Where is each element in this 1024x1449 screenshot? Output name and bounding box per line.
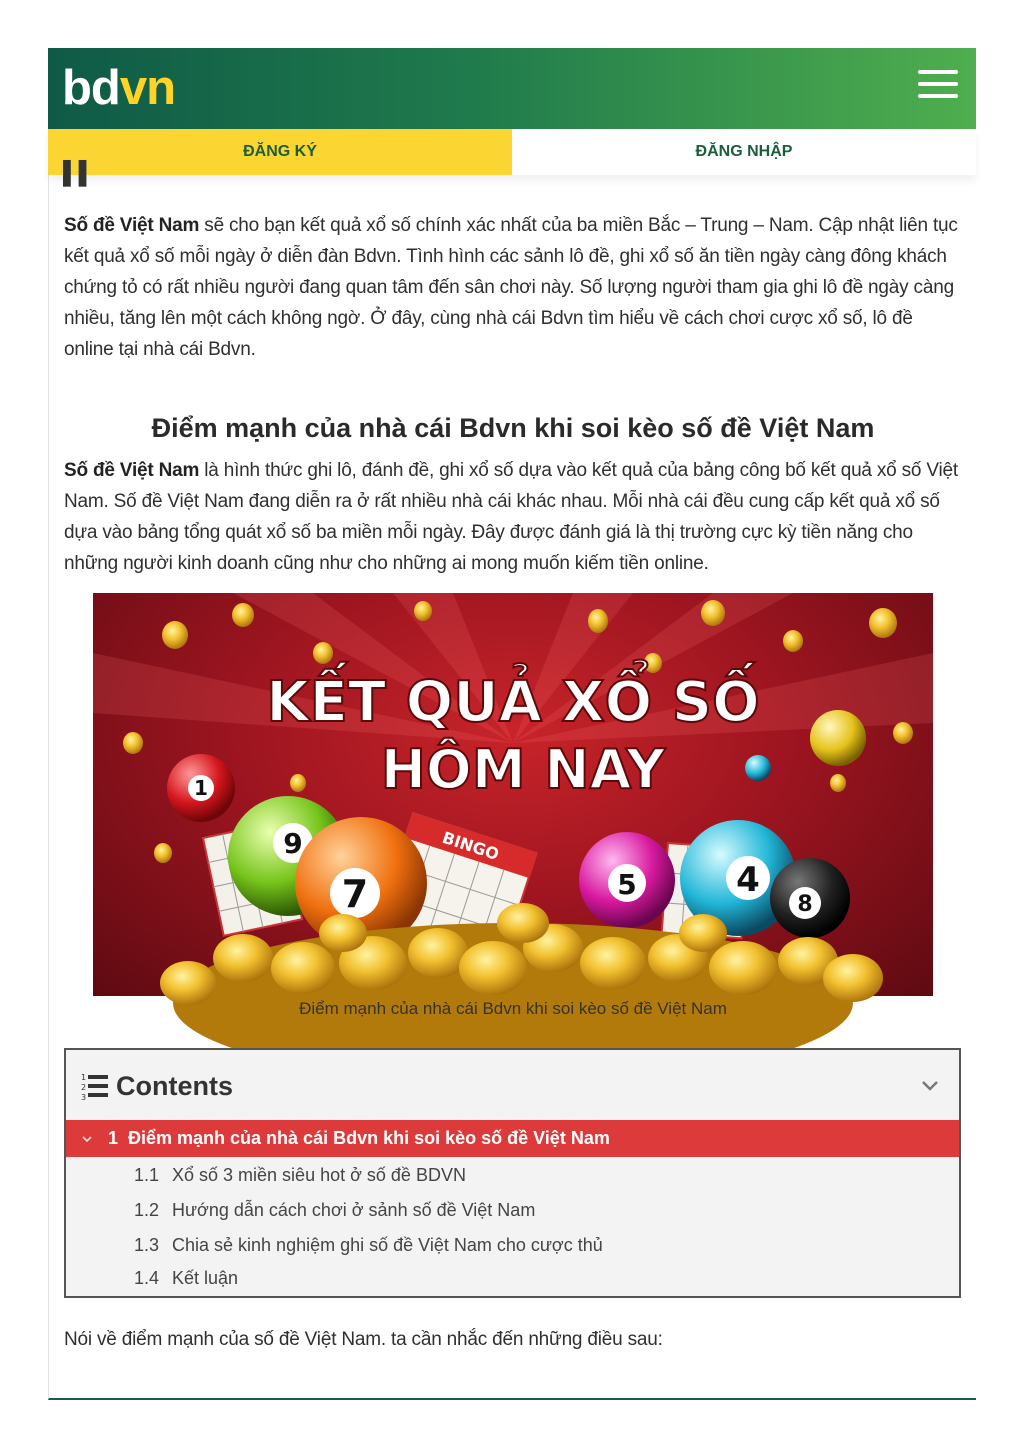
toc-item-number: 1.4 [134,1268,160,1288]
outro-paragraph-block [64,1324,962,1355]
numbered-list-icon [80,1071,110,1101]
section-paragraph [64,455,962,579]
hero-title-line-2: HÔM NAY [380,738,666,801]
hero-illustration [93,593,933,996]
ball-number-3: 7 [341,872,369,916]
table-of-contents [64,1048,961,1298]
hero-title-line-1: KẾT QUẢ XỔ SỐ [266,670,760,735]
toc-item[interactable] [134,1233,603,1257]
svg-text:2: 2 [81,1083,87,1092]
toc-title: Contents [116,1070,233,1101]
hero-image [93,593,933,996]
ball-number-6: 8 [797,892,813,917]
section-text: là hình thức ghi lô, đánh đề, ghi xổ số dựa vào kết quả của bảng công bố kết quả xổ số Việt Nam. Số đề Việt Nam đang diễn ra ở rất nhiều nhà cái khác nhau. Mỗi nhà cái đều cung cấp kết quả xổ số dựa vào bảng tổng quát xổ số ba miền mỗi ngày. Đây được đánh giá là thị trường cực kỳ tiền năng cho những người kinh doanh cũng như cho những ai mong muốn kiếm tiền online. [64,460,958,574]
hamburger-icon[interactable] [918,68,958,100]
ball-number-1: 1 [194,776,208,800]
bingo-card-label: BINGO [439,827,502,864]
chevron-down-icon[interactable] [921,1076,939,1094]
intro-paragraph [64,210,962,365]
auth-bar [48,129,976,175]
toc-item-number: 1 [108,1128,119,1148]
outro-paragraph: Nói về điểm mạnh của số đề Việt Nam. ta cần nhắc đến những điều sau: [64,1329,663,1350]
clipped-text-fragment: ▌▌ [63,160,95,185]
toc-item-number: 1.3 [134,1235,160,1255]
ball-number-5: 4 [736,860,760,900]
intro-text: sẽ cho bạn kết quả xổ số chính xác nhất của ba miền Bắc – Trung – Nam. Cập nhật liên tục kết quả xổ số mỗi ngày ở diễn đàn Bdvn. Tình hình các sảnh lô đề, ghi xổ số ăn tiền ngày càng đông khách chứng tỏ có rất nhiều người đang quan tâm đến sân chơi này. Số lượng người tham gia ghi lô đề ngày càng nhiều, tăng lên một cách không ngờ. Ở đây, cùng nhà cái Bdvn tìm hiểu về cách chơi cược xổ số, lô đề online tại nhà cái Bdvn. [64,215,958,360]
register-button[interactable]: ĐĂNG KÝ [48,129,512,175]
logo-part-2: vn [119,61,176,115]
toc-item[interactable] [134,1266,238,1290]
site-header [48,48,976,129]
chevron-down-icon [80,1132,94,1146]
svg-text:1: 1 [81,1073,87,1082]
toc-item[interactable] [134,1163,466,1187]
hero-caption: Điểm mạnh của nhà cái Bdvn khi soi kèo số đề Việt Nam [299,999,727,1018]
toc-item-label: Kết luận [172,1268,239,1288]
login-button[interactable]: ĐĂNG NHẬP [512,129,976,175]
toc-item-label: Chia sẻ kinh nghiệm ghi số đề Việt Nam cho cược thủ [172,1235,603,1255]
toc-item-active[interactable] [66,1120,959,1157]
section-bold: Số đề Việt Nam [64,460,200,481]
toc-header[interactable] [80,1068,233,1104]
toc-item[interactable] [134,1198,535,1222]
section-heading: Điểm mạnh của nhà cái Bdvn khi soi kèo số đề Việt Nam [151,413,875,443]
toc-item-label: Xổ số 3 miền siêu hot ở số đề BDVN [172,1165,466,1185]
toc-item-number: 1.1 [134,1165,160,1185]
toc-item-label: Điểm mạnh của nhà cái Bdvn khi soi kèo số đề Việt Nam [128,1128,610,1148]
logo-part-1: bd [62,61,120,115]
intro-bold: Số đề Việt Nam [64,215,200,236]
site-logo[interactable] [62,60,175,116]
toc-item-label: Hướng dẫn cách chơi ở sảnh số đề Việt Nam [172,1200,536,1220]
section-paragraph-block [64,455,962,579]
toc-item-number: 1.2 [134,1200,160,1220]
ball-number-2: 9 [283,827,303,860]
intro-paragraph-block [64,210,962,365]
ball-number-4: 5 [617,868,637,901]
svg-text:3: 3 [81,1093,87,1102]
